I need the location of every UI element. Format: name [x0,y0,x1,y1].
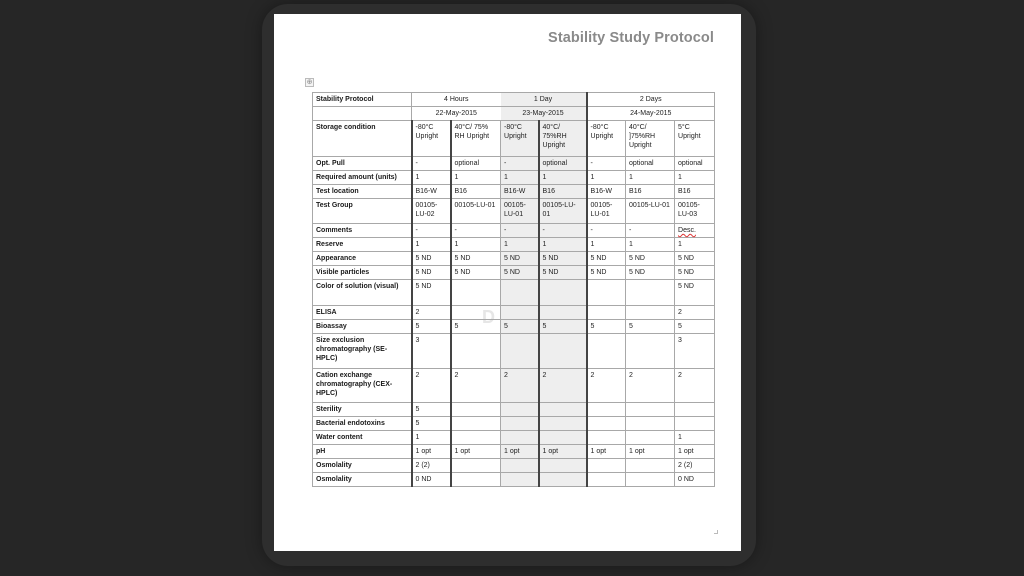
row-label: Test Group [313,199,412,224]
table-cell[interactable]: - [501,224,539,238]
date-4-hours: 22-May-2015 [412,107,501,121]
table-row [313,431,715,445]
table-row [313,403,715,417]
date-2-days: 24-May-2015 [587,107,715,121]
table-cell[interactable]: 5 ND [451,252,501,266]
table-cell[interactable]: 2 (2) [675,459,715,473]
table-cell[interactable] [451,459,501,473]
table-cell[interactable]: - [539,224,587,238]
table-cell[interactable]: B16-W [587,185,626,199]
table-row [313,252,715,266]
table-cell[interactable]: 2 [626,369,675,403]
table-row [313,473,715,487]
table-cell[interactable] [587,459,626,473]
table-cell[interactable]: 5 [626,320,675,334]
table-cell[interactable]: 1 [675,431,715,445]
table-cell[interactable] [451,280,501,306]
table-cell[interactable]: B16 [539,185,587,199]
row-label: Storage condition [313,121,412,157]
table-cell[interactable]: 5 [539,320,587,334]
table-cell[interactable] [451,417,501,431]
table-cell[interactable]: - [412,224,451,238]
table-cell[interactable]: 1 [587,171,626,185]
table-cell[interactable] [587,280,626,306]
table-cell[interactable] [587,431,626,445]
table-row [313,224,715,238]
table-cell[interactable]: 00105-LU-01 [587,199,626,224]
table-cell[interactable]: 5 ND [501,252,539,266]
table-cell[interactable]: 1 [501,238,539,252]
table-cell[interactable]: optional [675,157,715,171]
table-cell[interactable]: B16 [626,185,675,199]
table-cell[interactable]: 2 [675,306,715,320]
table-row [313,238,715,252]
table-cell[interactable] [539,403,587,417]
table-cell[interactable] [675,403,715,417]
table-cell[interactable]: optional [451,157,501,171]
table-cell[interactable] [626,459,675,473]
table-row [313,280,715,306]
table-cell[interactable] [501,306,539,320]
table-cell[interactable]: 5 ND [412,280,451,306]
table-cell[interactable]: optional [626,157,675,171]
table-cell[interactable]: 1 opt [412,445,451,459]
date-1-day: 23-May-2015 [501,107,587,121]
table-row [313,185,715,199]
table-cell[interactable]: 40°C/ 75%RH Upright [539,121,587,157]
draft-watermark: D [482,307,495,327]
timepoint-2-days: 2 Days [587,93,715,107]
table-cell[interactable] [626,417,675,431]
table-cell[interactable]: 5 ND [501,266,539,280]
table-cell[interactable] [501,459,539,473]
table-cell[interactable] [539,459,587,473]
table-cell[interactable]: 1 opt [675,445,715,459]
table-cell[interactable] [539,417,587,431]
table-row [313,171,715,185]
table-cell[interactable]: B16 [451,185,501,199]
table-cell[interactable]: 5 ND [451,266,501,280]
table-cell[interactable] [626,473,675,487]
table-cell[interactable]: - [587,224,626,238]
table-cell[interactable]: 5 ND [412,252,451,266]
table-cell[interactable]: 00105-LU-01 [501,199,539,224]
table-cell[interactable]: 2 [501,369,539,403]
table-cell[interactable] [539,306,587,320]
timepoint-1-day: 1 Day [501,93,587,107]
table-row [313,306,715,320]
row-label: pH [313,445,412,459]
table-cell[interactable]: B16 [675,185,715,199]
table-cell[interactable]: 5 ND [675,252,715,266]
table-cell[interactable] [451,473,501,487]
table-cell[interactable] [451,306,501,320]
table-cell[interactable] [539,334,587,369]
header-label-cell: Stability Protocol [313,93,412,107]
table-cell[interactable]: 5°C Upright [675,121,715,157]
table-cell[interactable] [539,431,587,445]
table-cell[interactable]: 1 opt [501,445,539,459]
table-cell[interactable]: 1 [412,238,451,252]
row-label: Appearance [313,252,412,266]
table-cell[interactable]: 1 [412,431,451,445]
table-cell[interactable]: 2 [412,369,451,403]
table-cell[interactable]: -80°C Upright [501,121,539,157]
table-cell[interactable] [501,334,539,369]
table-cell[interactable]: 1 [675,171,715,185]
table-cell[interactable]: optional [539,157,587,171]
table-cell[interactable] [587,473,626,487]
table-cell[interactable] [626,280,675,306]
table-row [313,459,715,473]
table-cell[interactable]: 00105-LU-01 [626,199,675,224]
table-cell[interactable] [501,403,539,417]
table-cell[interactable]: 1 [539,238,587,252]
table-cell[interactable]: - [412,157,451,171]
table-cell[interactable]: -80°C Upright [587,121,626,157]
table-cell[interactable] [626,431,675,445]
table-cell[interactable]: 5 ND [675,266,715,280]
table-cell[interactable]: B16-W [501,185,539,199]
row-label: Color of solution (visual) [313,280,412,306]
table-cell[interactable]: 5 [412,320,451,334]
table-cell[interactable] [539,473,587,487]
timepoint-4-hours: 4 Hours [412,93,501,107]
table-row [313,369,715,403]
table-cell[interactable]: 1 [626,171,675,185]
table-cell[interactable]: 1 [451,171,501,185]
table-cell[interactable]: 1 [675,238,715,252]
row-label: Size exclusion chromatography (SE-HPLC) [313,334,412,369]
table-cell[interactable]: 1 [539,171,587,185]
table-cell[interactable]: 2 [587,369,626,403]
table-cell[interactable]: 1 opt [539,445,587,459]
row-label: Osmolality [313,473,412,487]
table-cell[interactable]: 1 [626,238,675,252]
table-row [313,157,715,171]
table-cell[interactable]: 1 opt [451,445,501,459]
table-cell[interactable]: 5 [412,417,451,431]
table-cell[interactable]: 5 [451,320,501,334]
table-cell[interactable]: 2 [412,306,451,320]
table-cell[interactable] [539,280,587,306]
table-cell[interactable]: 5 ND [675,280,715,306]
table-cell[interactable] [587,403,626,417]
table-cell[interactable] [587,306,626,320]
table-cell[interactable]: 2 [451,369,501,403]
row-label: Visible particles [313,266,412,280]
table-cell[interactable]: 00105-LU-01 [539,199,587,224]
table-cell[interactable]: B16-W [412,185,451,199]
table-cell[interactable]: 40°C/ 75% RH Upright [451,121,501,157]
table-cell[interactable]: 00105-LU-01 [451,199,501,224]
table-cell[interactable]: 5 [412,403,451,417]
table-cell[interactable]: 5 ND [587,266,626,280]
row-label: Required amount (units) [313,171,412,185]
table-cell[interactable]: 0 ND [412,473,451,487]
table-cell[interactable]: -80°C Upright [412,121,451,157]
table-cell[interactable] [587,334,626,369]
table-move-handle-icon[interactable]: ⊕ [306,79,313,86]
table-cell[interactable]: 1 [451,238,501,252]
table-cell[interactable]: 1 [587,238,626,252]
header-row-dates [313,107,715,121]
table-cell[interactable]: 40°C/ ]75%RH Upright [626,121,675,157]
row-label: Bacterial endotoxins [313,417,412,431]
table-cell[interactable] [501,280,539,306]
table-cell[interactable] [626,306,675,320]
table-cell[interactable]: 2 (2) [412,459,451,473]
table-cell[interactable] [451,431,501,445]
table-cell[interactable]: 5 ND [626,252,675,266]
table-cell[interactable]: 2 [539,369,587,403]
table-resize-handle[interactable] [714,530,718,534]
row-label: Test location [313,185,412,199]
table-cell[interactable]: 5 ND [587,252,626,266]
table-cell[interactable] [451,403,501,417]
row-label: Cation exchange chromatography (CEX-HPLC) [313,369,412,403]
header-empty-cell [313,107,412,121]
table-row [313,417,715,431]
table-cell[interactable]: 00105-LU-02 [412,199,451,224]
table-cell[interactable]: 5 ND [412,266,451,280]
table-cell[interactable]: 1 opt [626,445,675,459]
table-cell[interactable]: 5 ND [539,266,587,280]
table-cell[interactable]: 00105-LU-03 [675,199,715,224]
table-cell[interactable]: 3 [412,334,451,369]
table-row [313,121,715,157]
table-cell[interactable] [626,403,675,417]
table-row [313,334,715,369]
table-cell[interactable]: 1 [412,171,451,185]
row-label: ELISA [313,306,412,320]
table-cell[interactable]: - [587,157,626,171]
table-cell[interactable]: 5 [675,320,715,334]
row-label: Sterility [313,403,412,417]
table-cell[interactable] [587,417,626,431]
document-title: Stability Study Protocol [548,30,714,46]
table-cell[interactable]: 5 ND [539,252,587,266]
table-row [313,199,715,224]
table-cell[interactable] [451,334,501,369]
row-label: Comments [313,224,412,238]
table-cell[interactable] [501,417,539,431]
row-label: Water content [313,431,412,445]
table-cell[interactable] [626,334,675,369]
table-cell[interactable]: 2 [675,369,715,403]
row-label: Opt. Pull [313,157,412,171]
row-label: Reserve [313,238,412,252]
table-row [313,445,715,459]
table-cell[interactable]: 5 ND [626,266,675,280]
table-cell[interactable] [675,224,715,238]
table-cell[interactable]: 0 ND [675,473,715,487]
stability-protocol-table [312,92,715,487]
table-row [313,320,715,334]
table-cell[interactable]: 1 opt [587,445,626,459]
table-cell[interactable]: - [626,224,675,238]
table-cell[interactable]: 5 [587,320,626,334]
table-cell[interactable]: - [451,224,501,238]
row-label: Bioassay [313,320,412,334]
table-cell[interactable]: 3 [675,334,715,369]
table-cell[interactable]: 5 [501,320,539,334]
table-row [313,266,715,280]
header-row-timepoints [313,93,715,107]
table-cell[interactable] [501,473,539,487]
table-cell[interactable] [501,431,539,445]
document-page [274,14,741,551]
table-cell[interactable]: - [501,157,539,171]
table-cell[interactable]: 1 [501,171,539,185]
spellcheck-flagged-text: Desc. [678,227,696,234]
row-label: Osmolality [313,459,412,473]
table-cell[interactable] [675,417,715,431]
